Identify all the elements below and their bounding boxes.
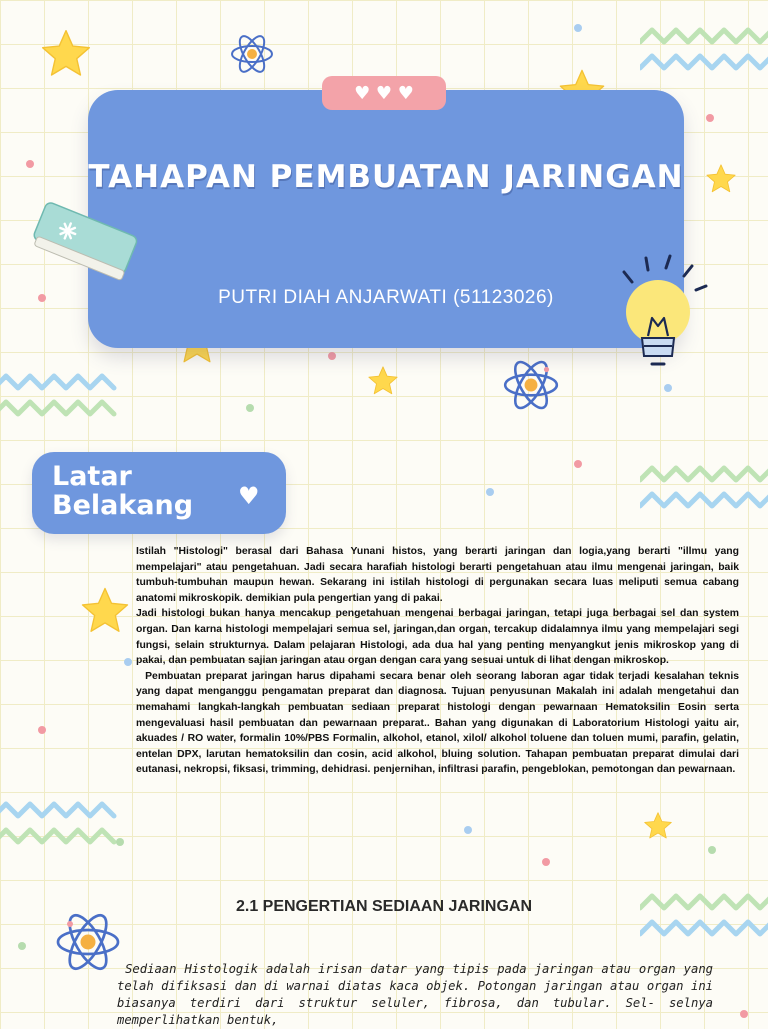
section-title: Latar Belakang [52, 461, 194, 521]
book-icon [22, 196, 148, 282]
dot-decoration [124, 658, 132, 666]
star-icon [642, 810, 674, 842]
page-title: TAHAPAN PEMBUATAN JARINGAN [88, 159, 684, 195]
star-icon [704, 162, 738, 196]
zigzag-decoration [0, 360, 118, 424]
paragraph: Jadi histologi bukan hanya mencakup pengetahuan mengenai berbagai jaringan, tetapi juga berbagai sel dan system organ. Dan karna histologi mempelajari semua sel, jaringan,dan organ, tercakup didalamnya ilmu yang mempelajari segi fungsi, selain strukturnya. Dalam pelajaran Histologi, ada dua hal yang penting menyangkut jenis mikroskop yang di pakai, dan pembuatan sajian jaringan atau organ dengan cara yang sesuai untuk di lihat dengan mikroskop. [136, 608, 739, 667]
zigzag-decoration [640, 452, 768, 516]
zigzag-decoration [0, 788, 118, 852]
atom-icon [500, 354, 562, 416]
atom-icon [228, 30, 276, 78]
dot-decoration [740, 1010, 748, 1018]
hearts-pill [322, 76, 446, 110]
heart-icon: ♥ [238, 482, 260, 510]
dot-decoration [38, 294, 46, 302]
dot-decoration [664, 384, 672, 392]
subsection-text [117, 961, 721, 1029]
dot-decoration [486, 488, 494, 496]
author-name: PUTRI DIAH ANJARWATI (51123026) [218, 287, 554, 308]
dot-decoration [116, 838, 124, 846]
hearts-text: ♥ ♥ ♥ [354, 82, 414, 104]
star-icon [38, 26, 94, 82]
subsection-heading: 2.1 PENGERTIAN SEDIAAN JARINGAN [235, 898, 533, 915]
dot-decoration [328, 352, 336, 360]
dot-decoration [18, 942, 26, 950]
dot-decoration [464, 826, 472, 834]
dot-decoration [246, 404, 254, 412]
paragraph: Sediaan Histologik adalah irisan datar yang tipis pada jaringan atau organ yang telah difiksasi dan di warnai diatas kaca objek. Potongan jaringan atau organ ini biasanya terdiri dari struktur seluler, fibrosa, dan tubular. Sel- selnya memperlihatkan bentuk, [117, 962, 721, 1027]
dot-decoration [574, 24, 582, 32]
dot-decoration [542, 858, 550, 866]
dot-decoration [574, 460, 582, 468]
dot-decoration [26, 160, 34, 168]
body-text [136, 544, 742, 778]
star-icon [366, 364, 400, 398]
dot-decoration [706, 114, 714, 122]
paragraph: Istilah "Histologi" berasal dari Bahasa Yunani histos, yang berarti jaringan dan logia,yang berarti "illmu yang mempelajari" atau pengetahuan. Jadi secara harafiah histologi berarti pengetahuan atau ilmu mengenai jaringan, baik tumbuh-tumbuhan maupun hewan. Sekarang ini istilah histologi di pergunakan secara luas meliputi semua cabang anatomi mikroskopik. demikian pula pengertian yang di pakai. [136, 546, 739, 604]
zigzag-decoration [640, 14, 768, 78]
lightbulb-icon [612, 252, 716, 376]
title-card [88, 90, 684, 348]
dot-decoration [708, 846, 716, 854]
star-icon [78, 584, 132, 638]
paragraph: Pembuatan preparat jaringan harus dipahami secara benar oleh seorang laboran agar tidak terjadi kesalahan teknis yang dapat menganggu pengamatan preparat dan diagnosa. Tujuan penyusunan Makalah ini adalah mengetahui dan memahami langkah-langkah pembuatan sediaan preparat histologi dengan pewarnaan Hematoksilin Eosin serta mengevaluasi hasil pembuatan dan pewarnaan preparat.. Bahan yang digunakan di Laboratorium Histologi yaitu air, akuades / RO water, formalin 10%/PBS Formalin, alkohol, etanol, xilol/ alkohol toluene dan toluen mumi, parafin, gelatin, entelan DPX, larutan hematoksilin dan cosin, acid alkohol, bluing solution. Tahapan pembuatan preparat dimulai dari eutanasi, nekropsi, fiksasi, trimming, dehidrasi. penjernihan, infiltrasi parafin, pengeblokan, pemotongan dan pewarnaan. [136, 670, 742, 776]
atom-icon [52, 906, 124, 978]
dot-decoration [38, 726, 46, 734]
